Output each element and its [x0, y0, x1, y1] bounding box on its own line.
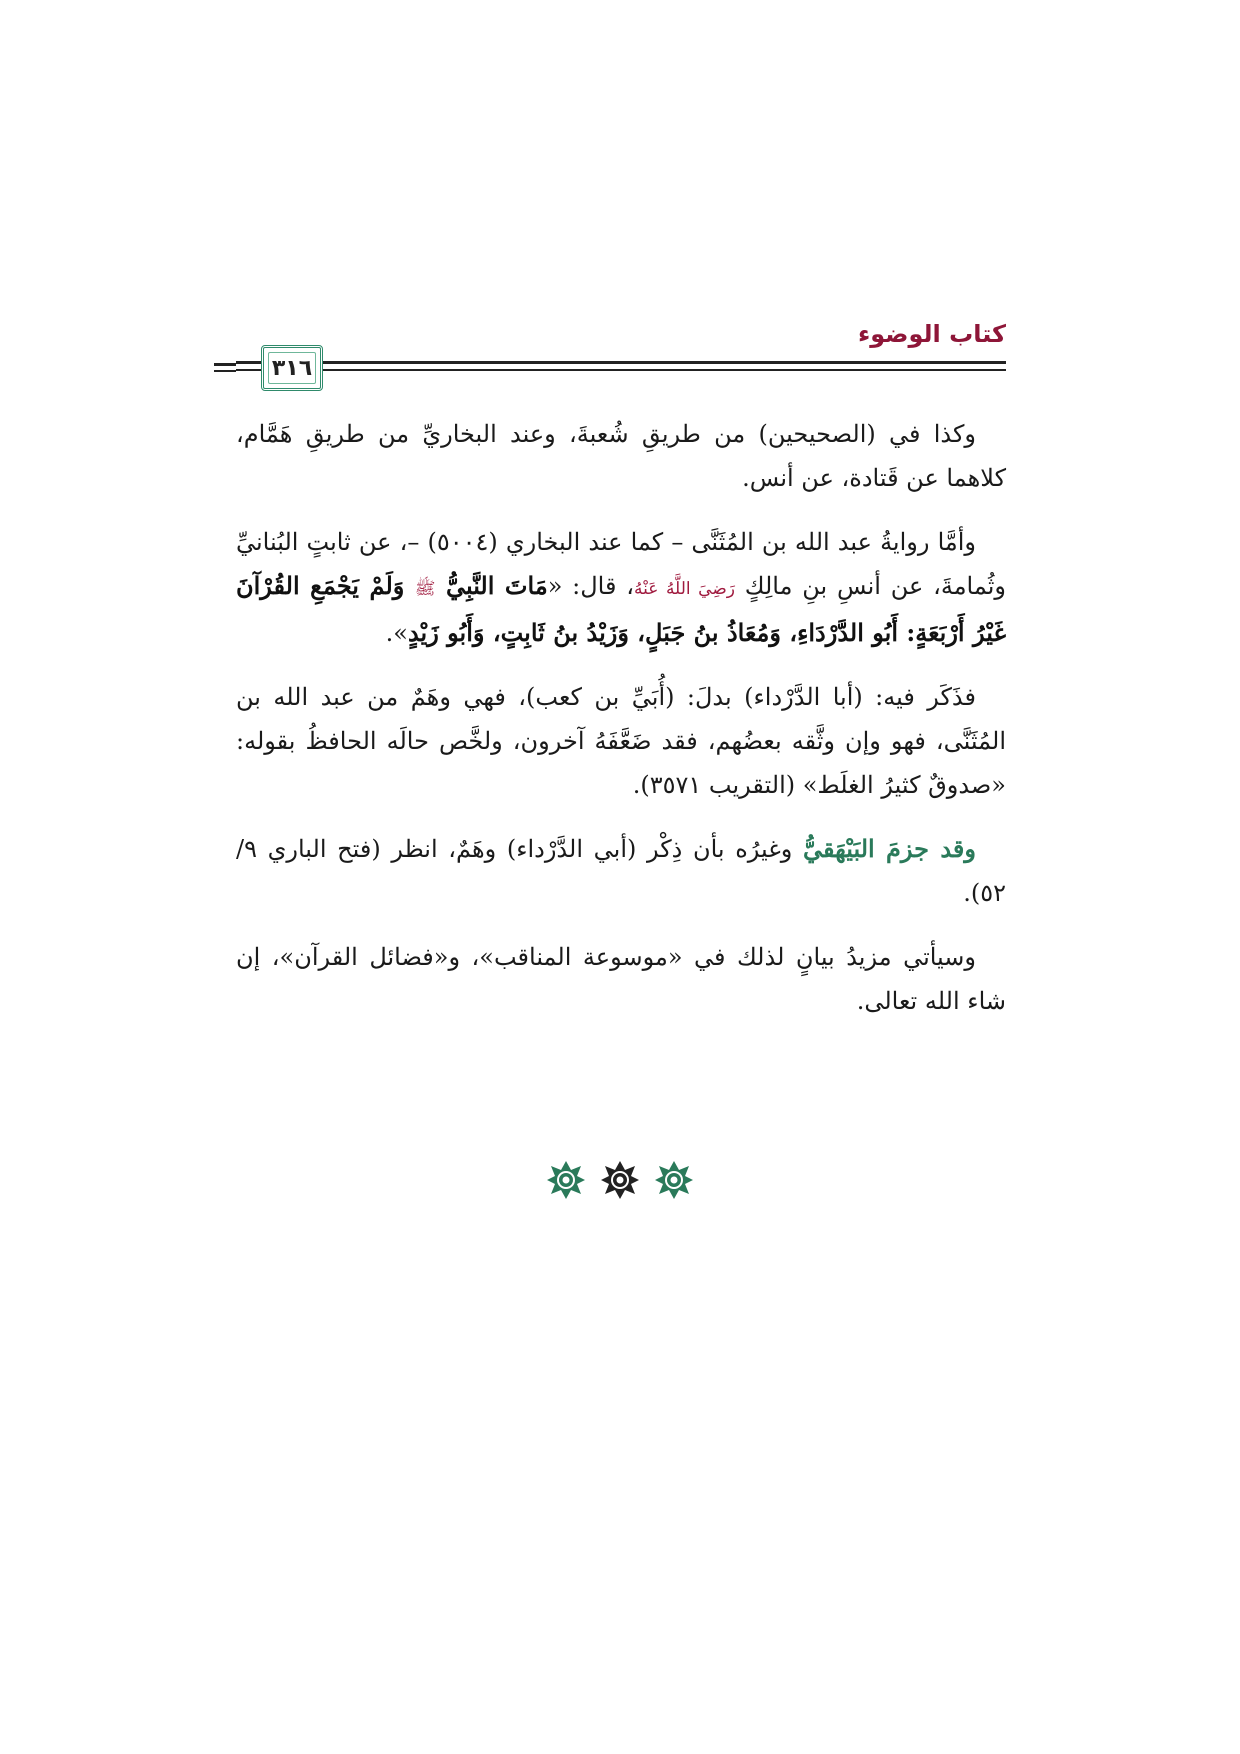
paragraph-4-rest: وغيرُه بأن ذِكْر (أبي الدَّرْداء) وهَمٌ، انظر (فتح الباري ٩/ ٥٢).	[236, 835, 1006, 907]
paragraph-1: وكذا في (الصحيحين) من طريقِ شُعبةَ، وعند البخاريِّ من طريقِ هَمَّام، كلاهما عن قَتادة، عن أنس.	[236, 420, 1006, 492]
paragraph-2	[236, 520, 1006, 655]
paragraph-2-end: ».	[385, 619, 408, 647]
page-header	[236, 310, 1006, 390]
header-rule-tail	[214, 363, 236, 372]
paragraph-2-intro: وأمَّا روايةُ عبد الله بن المُثَنَّى – كما عند البخاري (٥٠٠٤) –، عن ثابتٍ البُنانيِّ وثُمامةَ، عن أنسِ بنِ مالِكٍ	[236, 528, 1007, 600]
paragraph-3: فذَكَر فيه: (أبا الدَّرْداء) بدلَ: (أُبَيِّ بن كعب)، فهي وهَمٌ من عبد الله بن المُثَنَّى، فهو وإن وثَّقه بعضُهم، فقد ضَعَّفَهُ آخرون، ولخَّص حالَه الحافظُ بقوله: «صدوقٌ كثيرُ الغلَط» (التقريب ٣٥٧١).	[236, 683, 1007, 799]
section-separator	[0, 1160, 1240, 1200]
hadith-text-b: وَلَمْ يَجْمَعِ القُرْآنَ غَيْرُ أَرْبَعَةٍ: أَبُو الدَّرْدَاءِ، وَمُعَاذُ بنُ جَبَلٍ، وَزَيْدُ بنُ ثَابِتٍ، وَأَبُو زَيْدٍ	[236, 571, 1006, 647]
bayhaqi-emphasis: وقد جزمَ البَيْهَقيُّ	[803, 834, 976, 863]
page-number-frame	[261, 345, 323, 391]
header-rule-thick	[236, 361, 1006, 364]
book-title: كتاب الوضوء	[857, 320, 1006, 348]
body-text	[236, 412, 1006, 1043]
rosette-ornament-icon	[546, 1160, 586, 1200]
paragraph-4	[236, 827, 1006, 915]
honorific-radiya-allahu-anhu: رَضِيَ اللَّهُ عَنْهُ	[634, 579, 735, 599]
paragraph-5: وسيأتي مزيدُ بيانٍ لذلك في «موسوعة المناقب»، و«فضائل القرآن»، إن شاء الله تعالى.	[236, 943, 1006, 1015]
header-rule-thin	[236, 369, 1006, 371]
page-number: ٣١٦	[271, 355, 313, 381]
rosette-ornament-icon	[654, 1160, 694, 1200]
hadith-text-a: مَاتَ النَّبِيُّ	[435, 571, 548, 600]
honorific-salla-allahu-alayhi: ﷺ	[414, 579, 436, 599]
rosette-ornament-icon	[600, 1160, 640, 1200]
paragraph-2-qala: ، قال: «	[547, 572, 634, 600]
